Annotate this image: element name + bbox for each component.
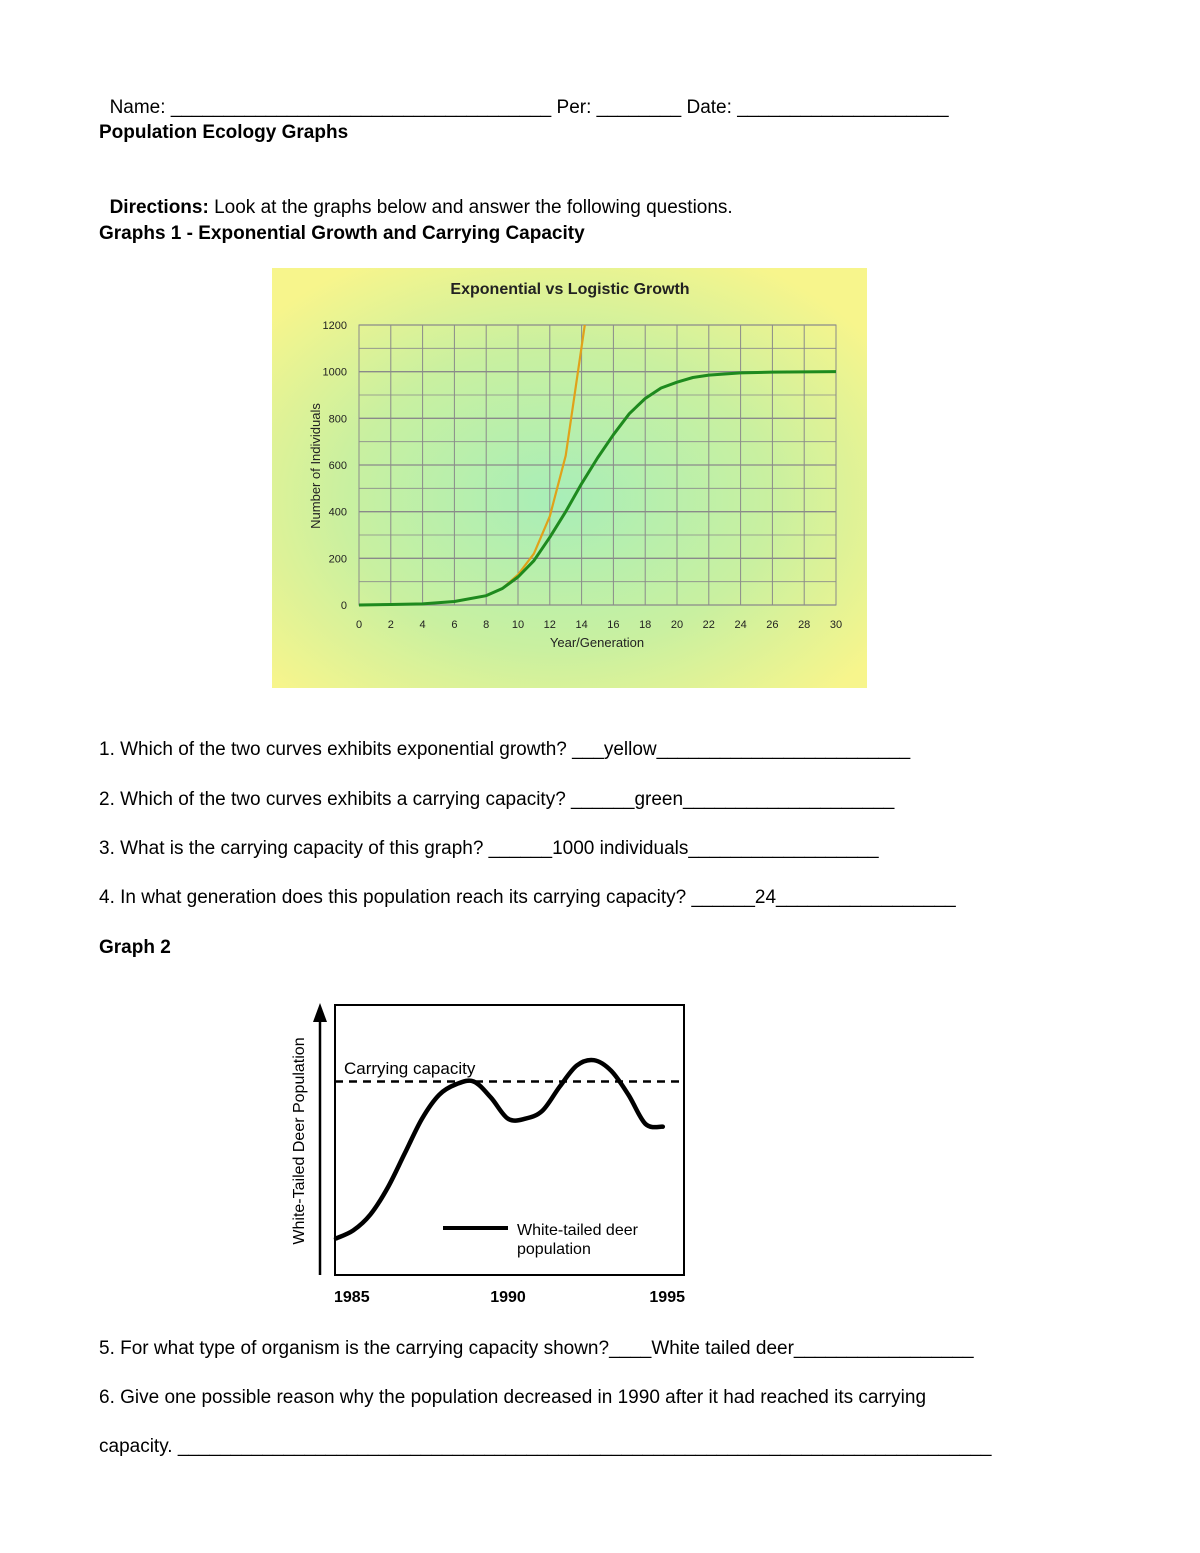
question-3: 3. What is the carrying capacity of this graph? ______1000 individuals__________________ [99, 838, 879, 859]
chart1-title: Exponential vs Logistic Growth [450, 281, 690, 298]
per-blank[interactable]: ________ [596, 97, 682, 118]
question-2: 2. Which of the two curves exhibits a carrying capacity? ______green____________________ [99, 789, 895, 810]
chart2-x-tick-label: 1995 [649, 1289, 685, 1306]
chart1-y-tick-label: 400 [328, 506, 347, 519]
chart1-x-tick-label: 2 [387, 619, 394, 631]
question-5: 5. For what type of organism is the carrying capacity shown?____White tailed deer_________________ [99, 1338, 974, 1359]
chart1-ylabel: Number of Individuals [308, 403, 323, 529]
graph1-heading: Graphs 1 - Exponential Growth and Carrying Capacity [99, 223, 585, 244]
chart1-y-tick-label: 1000 [322, 366, 347, 379]
directions-label: Directions: [109, 197, 209, 218]
page-title: Population Ecology Graphs [99, 122, 349, 143]
chart1-y-tick-label: 600 [328, 460, 347, 472]
chart1-x-tick-label: 24 [734, 619, 747, 631]
chart1-x-tick-label: 6 [451, 619, 458, 631]
date-label: Date: [686, 97, 732, 118]
chart1-xlabel: Year/Generation [549, 635, 645, 650]
chart2-x-tick-label: 1990 [490, 1289, 526, 1306]
directions-text: Look at the graphs below and answer the following questions. [208, 197, 733, 218]
chart1-x-tick-label: 10 [511, 619, 525, 631]
exponential-vs-logistic-chart [272, 268, 867, 688]
chart1-x-tick-label: 4 [419, 619, 426, 631]
question-6-continued: capacity. _____________________________________________________________________________ [99, 1436, 992, 1457]
chart1-x-tick-label: 14 [575, 619, 588, 631]
chart1-x-tick-label: 26 [766, 619, 779, 631]
chart2-x-ticks [334, 1289, 685, 1306]
chart1-x-tick-label: 22 [702, 619, 715, 631]
chart1-x-tick-label: 0 [355, 619, 363, 631]
chart1-x-tick-label: 20 [670, 619, 684, 631]
chart2-x-tick-label: 1985 [334, 1289, 370, 1306]
name-label: Name: [109, 97, 166, 118]
question-1: 1. Which of the two curves exhibits exponential growth? ___yellow________________________ [99, 739, 911, 760]
graph2-heading: Graph 2 [99, 937, 171, 958]
chart2-ylabel: White-Tailed Deer Population [291, 1037, 308, 1245]
question-4: 4. In what generation does this population reach its carrying capacity? ______24_________________ [99, 887, 956, 908]
legend-label-1: White-tailed deer [517, 1222, 638, 1239]
per-label: Per: [556, 97, 592, 118]
chart1-x-tick-label: 12 [543, 619, 556, 631]
chart1-x-tick-label: 30 [829, 619, 843, 631]
chart1-y-tick-label: 1200 [322, 320, 347, 332]
carrying-capacity-label: Carrying capacity [344, 1059, 476, 1078]
header-line [99, 72, 949, 120]
chart1-x-tick-label: 18 [639, 619, 652, 631]
question-6: 6. Give one possible reason why the population decreased in 1990 after it had reached its carrying [99, 1387, 927, 1408]
chart2-arrowhead [313, 1003, 327, 1022]
deer-population-chart [280, 995, 700, 1310]
name-blank[interactable]: ____________________________________ [170, 97, 552, 118]
directions [99, 172, 733, 220]
chart1-x-tick-label: 16 [607, 619, 620, 631]
chart1-x-tick-label: 28 [798, 619, 811, 631]
date-blank[interactable]: ____________________ [737, 97, 949, 118]
chart1-y-tick-label: 800 [328, 413, 347, 426]
chart1-y-tick-label: 0 [340, 600, 347, 612]
chart1-y-tick-label: 200 [328, 553, 347, 566]
legend-label-2: population [517, 1241, 591, 1258]
chart1-x-tick-label: 8 [483, 619, 490, 631]
